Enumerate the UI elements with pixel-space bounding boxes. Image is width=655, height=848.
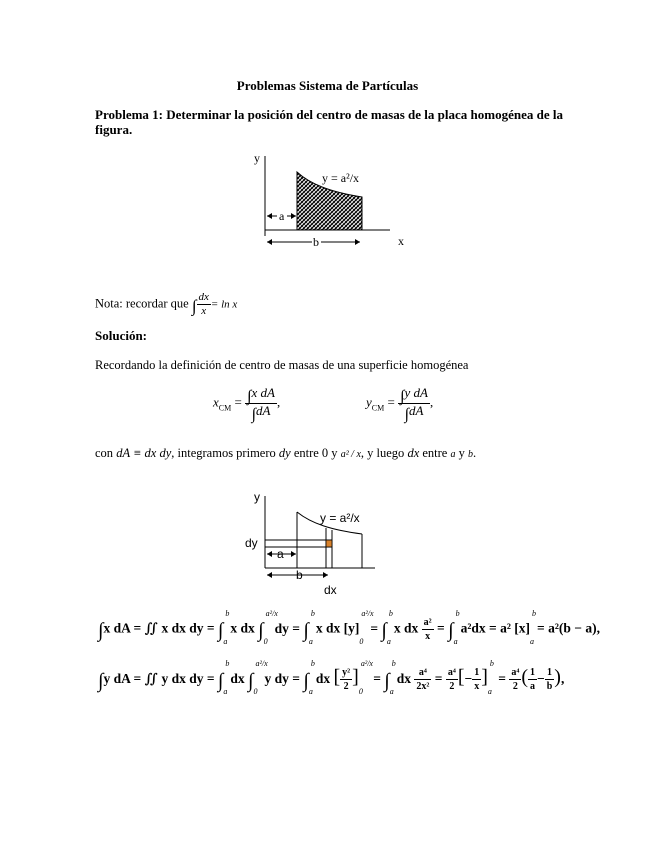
x-axis-label: x	[398, 234, 404, 248]
page-title: Problemas Sistema de Partículas	[236, 78, 419, 93]
figure-plate	[240, 148, 420, 250]
b-label: b	[313, 235, 319, 249]
figure-strip	[240, 488, 390, 598]
nota-den: x	[201, 305, 207, 317]
dy-label: dy	[245, 536, 258, 550]
y-axis-label: y	[254, 151, 260, 165]
xcm-formula: $x_{CM}$ = $\frac{\text{∫x dA}}{\int dA}$ ,	[213, 385, 281, 423]
curve-label: y = a²/x	[322, 171, 360, 185]
a-label: a	[279, 209, 285, 223]
nota-line: Nota: recordar que ∫ $\frac{dx}{x}$ = ln x	[95, 291, 238, 317]
a-label-2: a	[277, 547, 284, 561]
recordando-text: Recordando la definición de centro de masas de una superficie homogénea	[95, 358, 469, 372]
con-line: con dA ≡ dx dy, integramos primero dy entre 0 y a² / x, y luego dx entre a y b.	[95, 446, 477, 460]
nota-label: Nota: recordar que	[95, 296, 189, 311]
equation-y: ∫y dA = ∬ y dx dy = ∫ a b dx ∫ 0 a²/x y dy = ∫ a b dx [ $\frac{\text{y²}}{2}$ ] 0 a²/x = ∫ a b dx $\frac{\text{a⁴}}{\text{2x²}}$ = $\frac{\text{a⁴}}{2}$ [− $\frac{1}{x}$ ] a b = $\frac{\text{a⁴}}{2}$ ( $\frac{1}{a}$ − $\frac{1}{b}$ ),	[98, 659, 565, 696]
ycm-formula: $y_{CM}$ = $\frac{\text{∫y dA}}{\int dA}$ ,	[366, 385, 434, 423]
nota-num: dx	[198, 291, 209, 303]
b-label-2: b	[296, 568, 303, 582]
y-axis-label-2: y	[254, 490, 260, 504]
problem-statement: Problema 1: Determinar la posición del centro de masas de la placa homogénea de la figura.	[95, 107, 563, 137]
solucion-heading: Solución:	[95, 328, 148, 343]
area-element	[326, 540, 332, 547]
equation-x: ∫x dA = ∬ x dx dy = ∫ a b x dx ∫ 0 a²/x dy = ∫ a b x dx [y] 0 a²/x = ∫ a b x dx $\frac{\text{a²}}{x}$ = ∫ a b a²dx = a² [x] a b = a²(b − a),	[98, 608, 600, 646]
x-axis-label-2: dx	[324, 583, 337, 597]
curve-label-2: y = a²/x	[320, 511, 360, 525]
nota-result: = ln x	[210, 298, 238, 311]
